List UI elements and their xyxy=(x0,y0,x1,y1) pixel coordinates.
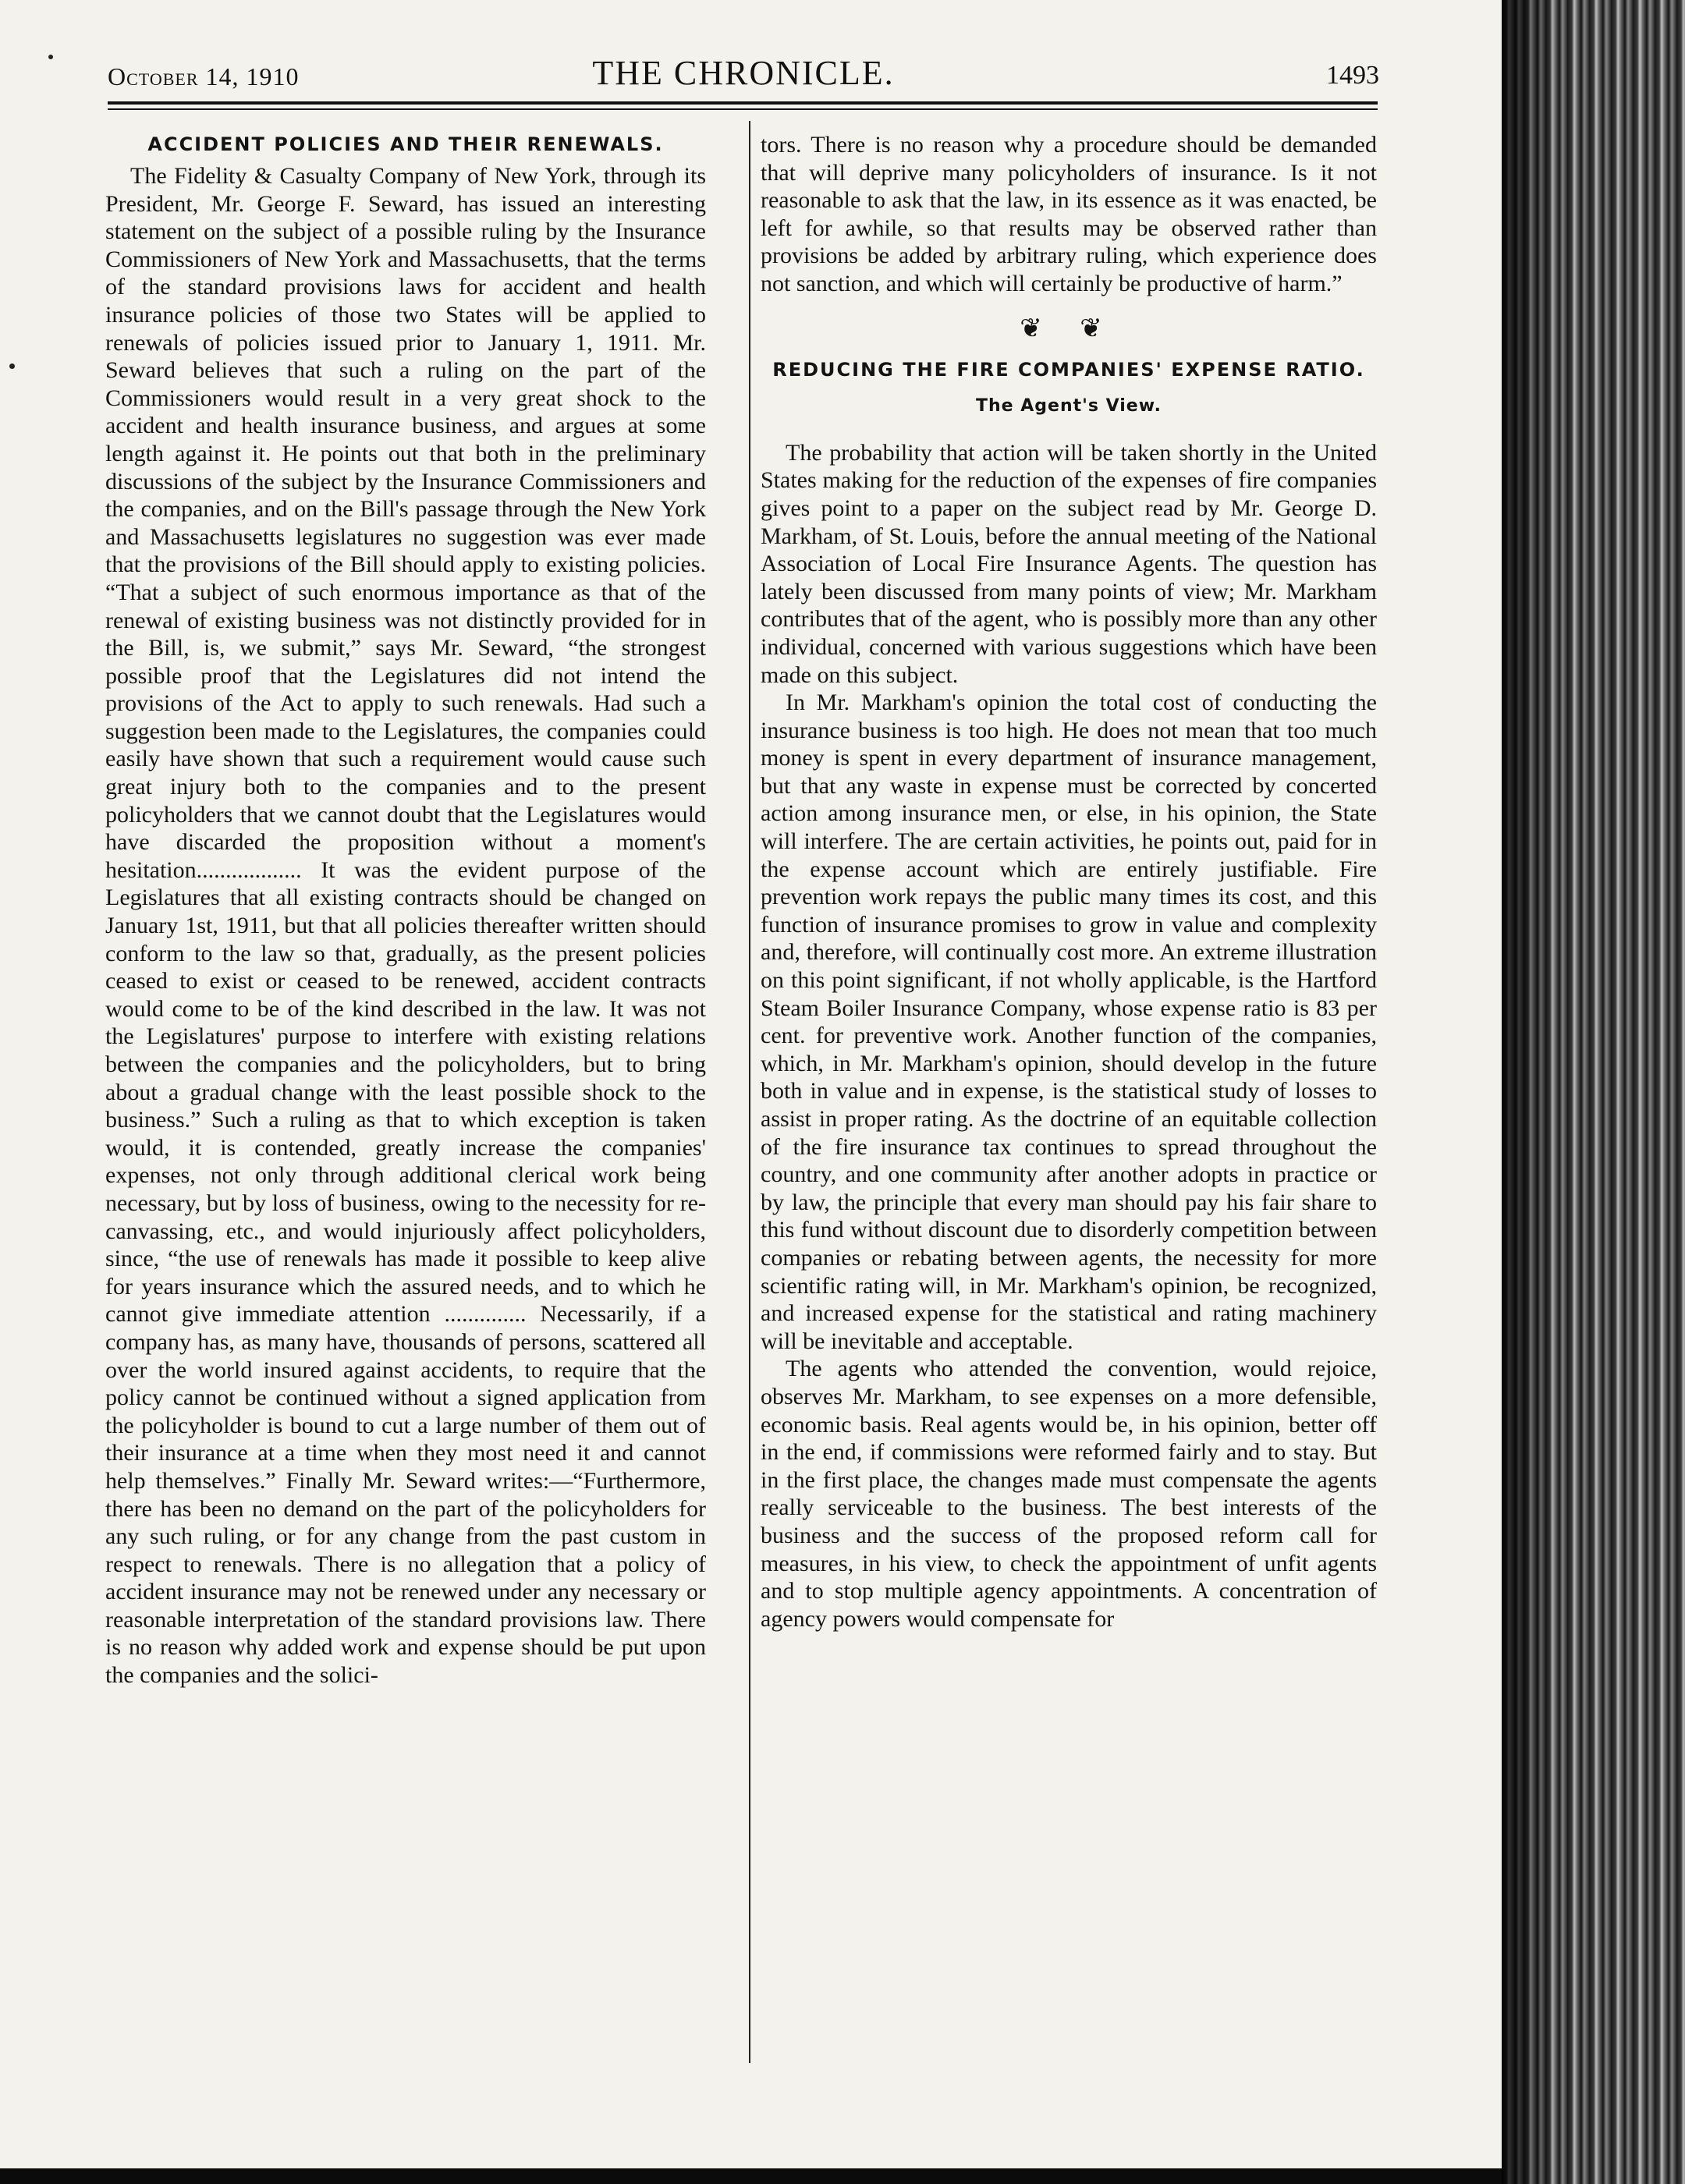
article-continuation: tors. There is no reason why a procedure should be demanded that will deprive many policyholders of insurance. Is it not reasonable to ask that the law, in its essence as it was enacted, be left for awhile, so that results may be observed rather than provisions be added by arbitrary ruling, which experience does not sanction, and which will certainly be productive of harm.” xyxy=(761,132,1377,296)
article-subheading: The Agent's View. xyxy=(976,396,1162,417)
binding-shadow xyxy=(1502,0,1556,2184)
book-binding-edge xyxy=(1502,0,1685,2184)
header-rule-thin xyxy=(108,108,1378,110)
issue-date: October 14, 1910 xyxy=(108,62,300,90)
section-ornament: ❦ ❦ xyxy=(1020,314,1118,343)
scan-speck xyxy=(48,55,53,59)
article-paragraph: In Mr. Markham's opinion the total cost of conducting the insurance business is too high. He does not mean that too much money is spent in every department of insurance management, but that any waste in expense must be corrected by concerted action among insurance men, or else, in his opinion, the State will interfere. The are certain activities, he points out, paid for in the expense account which are entirely justifiable. Fire prevention work repays the public many times its cost, and this function of insurance promises to grow in value and complexity and, therefore, will continually cost more. An extreme illustration on this point significant, if not wholly applicable, is the Hartford Steam Boiler Insurance Company, whose expense ratio is 83 per cent. for preventive work. Another function of the companies, which, in Mr. Markham's opinion, should develop in the future both in value and in expense, is the statistical study of losses to assist in proper rating. As the doctrine of an equitable collection of the fire insurance tax continues to spread throughout the country, and one community after another adopts in practice or by law, the principle that every man should pay his fair share to this fund without discount due to disorderly competition between companies or rebating between agents, the necessity for more scientific rating will, in Mr. Markham's opinion, be recognized, and increased expense for the statistical and rating machinery will be inevitable and acceptable. xyxy=(761,690,1377,1354)
right-column xyxy=(761,131,1377,1633)
publication-title: THE CHRONICLE. xyxy=(592,54,895,92)
article-paragraph: The agents who attended the convention, would rejoice, observes Mr. Markham, to see expenses on a more defensible, economic basis. Real agents would be, in his opinion, better off in the end, if commissions were reformed fairly and to stay. But in the first place, the changes made must compensate the agents really serviceable to the business. The best interests of the business and the success of the proposed reform call for measures, in his view, to check the appointment of unfit agents and to stop multiple agency appointments. A concentration of agency powers would compensate for xyxy=(761,1356,1377,1632)
column-divider xyxy=(749,121,750,2063)
page-number: 1493 xyxy=(1326,61,1379,90)
header-rule xyxy=(108,101,1378,105)
left-column xyxy=(105,131,706,1689)
scan-speck xyxy=(9,363,15,369)
article-heading-expense-ratio: REDUCING THE FIRE COMPANIES' EXPENSE RATIO. xyxy=(772,359,1365,381)
article-heading-accident-policies: ACCIDENT POLICIES AND THEIR RENEWALS. xyxy=(147,133,664,155)
page-header xyxy=(108,53,1379,108)
article-paragraph: The Fidelity & Casualty Company of New York, through its President, Mr. George F. Seward, has issued an interesting statement on the subject of a possible ruling by the Insurance Commissioners of New York and Massachusetts, that the terms of the standard provisions laws for accident and health insurance policies of those two States will be applied to renewals of policies issued prior to January 1, 1911. Mr. Seward believes that such a ruling on the part of the Commissioners would result in a very great shock to the accident and health insurance business, and argues at some length against it. He points out that both in the preliminary discussions of the subject by the Insurance Commissioners and the companies, and on the Bill's passage through the New York and Massachusetts legislatures no suggestion was ever made that the provisions of the Bill should apply to existing policies. “That a subject of such enormous importance as that of the renewal of existing business was not distinctly provided for in the Bill, is, we submit,” says Mr. Seward, “the strongest possible proof that the Legislatures did not intend the provisions of the Act to apply to such renewals. Had such a suggestion been made to the Legislatures, the companies could easily have shown that such a requirement would cause such great injury both to the companies and to the present policyholders that we cannot doubt that the Legislatures would have discarded the proposition without a moment's hesitation.................. It was the evident purpose of the Legislatures that all existing contracts should be changed on January 1st, 1911, but that all policies thereafter written should conform to the law so that, gradually, as the present policies ceased to exist or ceased to be renewed, accident contracts would come to be of the kind described in the law. It was not the Legislatures' purpose to interfere with existing relations between the companies and the policyholders, but to bring about a gradual change with the least possible shock to the business.” Such a ruling as that to which exception is taken would, it is contended, greatly increase the companies' expenses, not only through additional clerical work being necessary, but by loss of business, owing to the necessity for re-canvassing, etc., and would injuriously affect policyholders, since, “the use of renewals has made it possible to keep alive for years insurance which the assured needs, and to which he cannot give immediate attention .............. Necessarily, if a company has, as many have, thousands of persons, scattered all over the world insured against accidents, to require that the policy cannot be continued without a signed application from the policyholder is bound to cut a large number of them out of their insurance at a time when they most need it and cannot help themselves.” Finally Mr. Seward writes:—“Furthermore, there has been no demand on the part of the policyholders for any such ruling, or for any change from the past custom in respect to renewals. There is no allegation that a policy of accident insurance may not be renewed under any necessary or reasonable interpretation of the standard provisions law. There is no reason why added work and expense should be put upon the companies and the solici- xyxy=(105,163,706,1689)
article-paragraph: The probability that action will be taken shortly in the United States making for the reduction of the expenses of fire companies gives point to a paper on the subject read by Mr. George D. Markham, of St. Louis, before the annual meeting of the National Association of Local Fire Insurance Agents. The question has lately been discussed from many points of view; Mr. Markham contributes that of the agent, who is possibly more than any other individual, concerned with various suggestions which have been made on this subject. xyxy=(761,439,1377,688)
